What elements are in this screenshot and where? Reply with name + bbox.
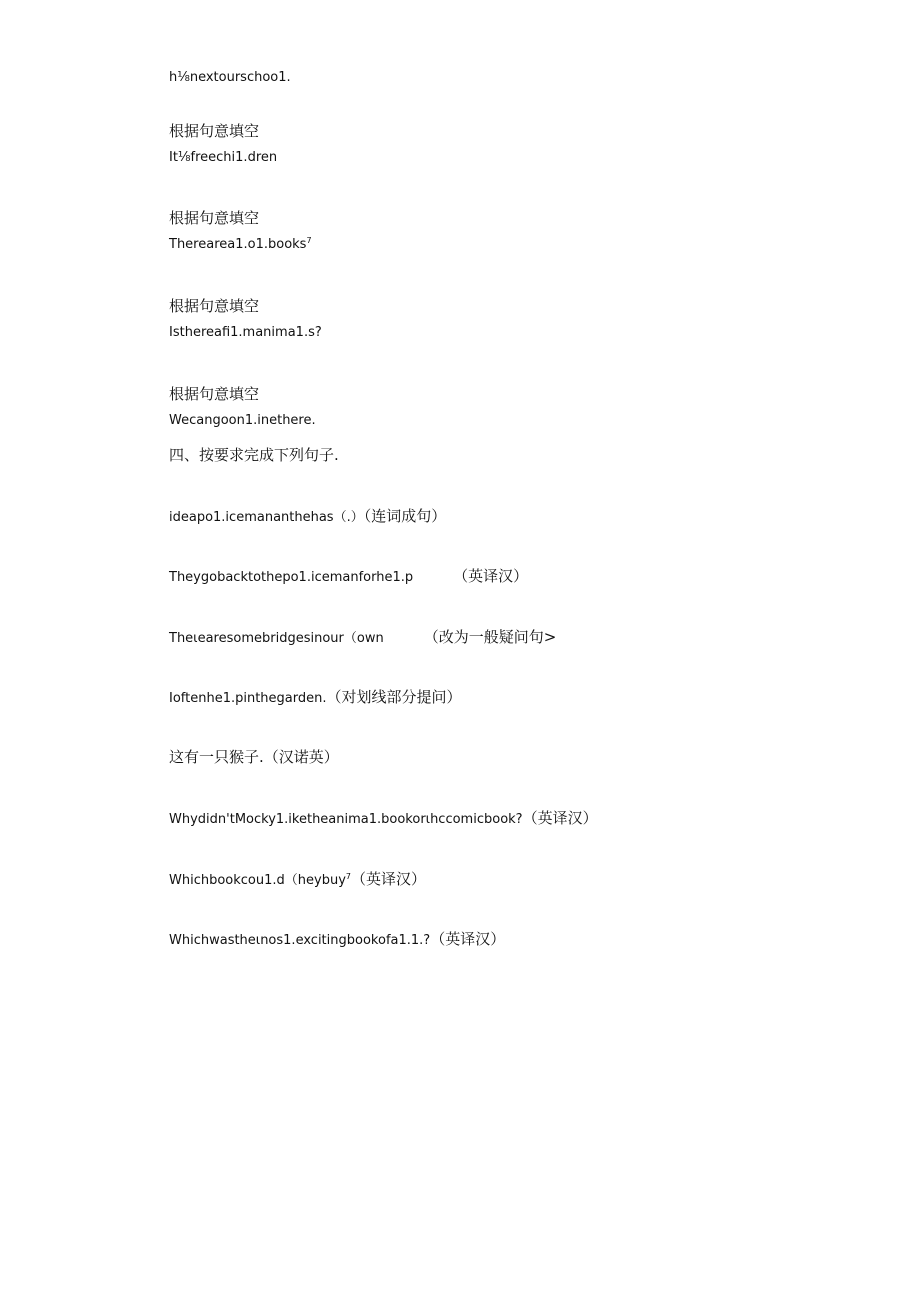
superscript-mark: 7 xyxy=(306,236,312,245)
exercise-item-7 xyxy=(169,868,426,889)
exercise-instruction: （英译汉） xyxy=(453,567,529,585)
exercise-instruction: （对划线部分提问） xyxy=(326,688,462,706)
heading-text: 根据句意填空 xyxy=(169,297,260,315)
exercise-text: ideapo1.icemananthehas（.） xyxy=(169,510,364,525)
exercise-text: 这有一只猴子. xyxy=(169,748,264,766)
exercise-text: Whichwastheιnos1.excitingbookofa1.1.? xyxy=(169,933,431,948)
exercise-text: Whichbookcou1.d（heybuy xyxy=(169,873,346,888)
answer-line-5 xyxy=(169,413,316,428)
heading-fill-blank-2 xyxy=(169,120,259,141)
exercise-instruction: （连词成句） xyxy=(363,507,447,525)
heading-text: 根据句意填空 xyxy=(169,122,260,140)
heading-fill-blank-4 xyxy=(169,295,259,316)
answer-text: Isthereafi1.manima1.s? xyxy=(169,325,322,340)
answer-text: Therearea1.o1.books xyxy=(169,237,307,252)
exercise-text: Ioftenhe1.pinthegarden. xyxy=(169,691,327,706)
exercise-item-6 xyxy=(169,807,598,828)
exercise-instruction: （英译汉） xyxy=(350,870,426,888)
superscript-mark: 7 xyxy=(345,872,351,881)
heading-text: 根据句意填空 xyxy=(169,209,260,227)
exercise-instruction: （改为一般疑问句> xyxy=(423,628,557,646)
heading-fill-blank-3 xyxy=(169,207,259,228)
exercise-item-2 xyxy=(169,565,528,586)
exercise-item-8 xyxy=(169,928,505,949)
exercise-item-4 xyxy=(169,686,462,707)
exercise-instruction: （汉诺英） xyxy=(263,748,339,766)
heading-fill-blank-5 xyxy=(169,383,259,404)
exercise-instruction: （英译汉） xyxy=(522,809,598,827)
section-4-title xyxy=(169,444,339,465)
answer-text: It⅛freechi1.dren xyxy=(169,150,278,165)
exercise-item-1 xyxy=(169,505,446,526)
answer-line-1 xyxy=(169,70,291,85)
exercise-item-3 xyxy=(169,626,556,647)
answer-line-3 xyxy=(169,237,312,252)
answer-line-2 xyxy=(169,150,277,165)
answer-text: h⅛nextourschoo1. xyxy=(169,70,291,85)
exercise-text: Theιearesomebridgesinour（own xyxy=(169,631,384,646)
exercise-text: Whydidn'tMocky1.iketheanima1.bookorιhccomicbook? xyxy=(169,812,523,827)
exercise-instruction: （英译汉） xyxy=(430,930,506,948)
section-title-text: 四、按要求完成下列句子. xyxy=(169,446,339,464)
answer-line-4 xyxy=(169,325,322,340)
exercise-text: Theygobacktothepo1.icemanforhe1.p xyxy=(169,570,414,585)
heading-text: 根据句意填空 xyxy=(169,385,260,403)
exercise-item-5 xyxy=(169,746,339,767)
answer-text: Wecangoon1.inethere. xyxy=(169,413,316,428)
